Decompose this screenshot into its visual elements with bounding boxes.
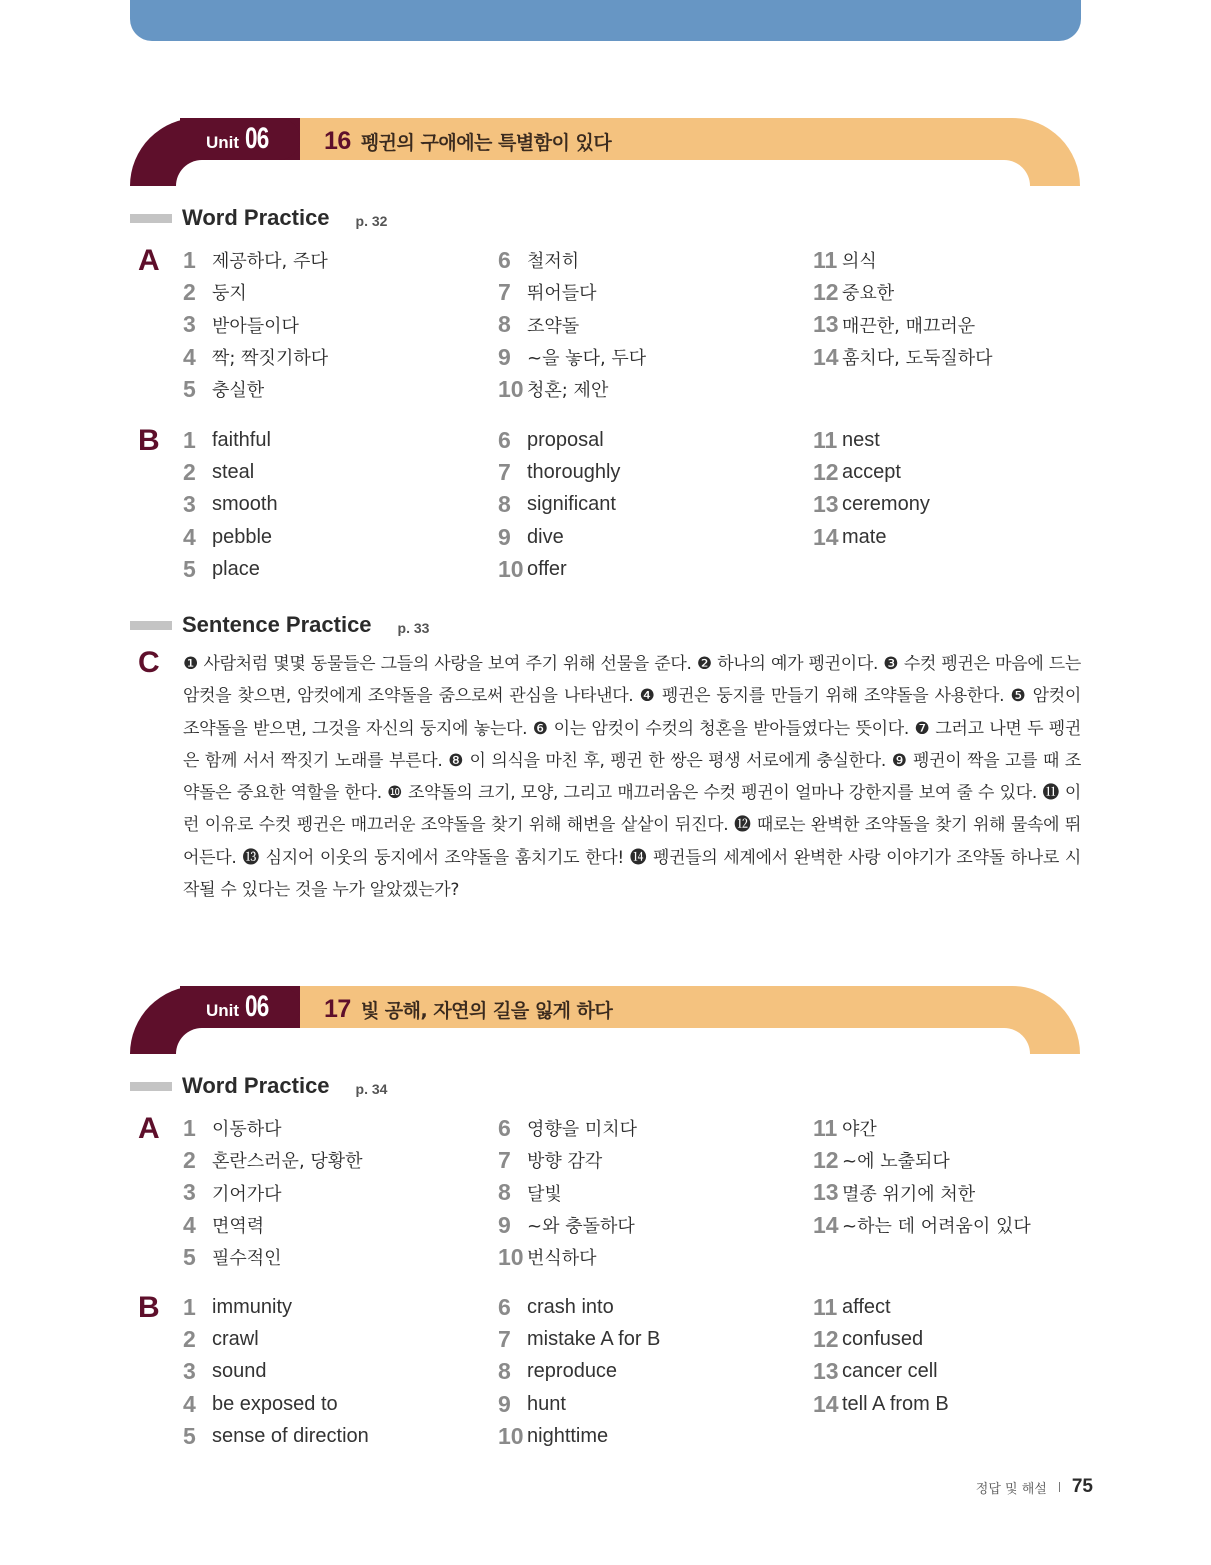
lesson-title: 16 펭귄의 구애에는 특별함이 있다 (324, 127, 612, 155)
item-number: 1 (183, 246, 196, 273)
answer-item (183, 341, 483, 373)
item-answer: 이동하다 (212, 1119, 282, 1141)
item-number: 3 (183, 311, 196, 338)
answer-item (813, 1356, 1113, 1388)
item-answer: 청혼; 제안 (527, 380, 609, 402)
footer-label: 정답 및 해설 (975, 1481, 1047, 1497)
answer-item (813, 309, 1113, 341)
page-footer (976, 1476, 1093, 1498)
item-answer: confused (842, 1327, 924, 1350)
item-answer: offer (527, 557, 567, 580)
item-number: 11 (813, 426, 838, 453)
answer-item (813, 424, 1113, 456)
item-number: 14 (813, 523, 839, 550)
item-number: 7 (498, 1325, 511, 1352)
item-answer: 받아들이다 (212, 315, 299, 337)
answer-item (813, 1323, 1113, 1355)
item-answer: 면역력 (212, 1216, 265, 1238)
item-number: 4 (183, 523, 196, 550)
answer-column-3 (813, 244, 1113, 373)
item-answer: 혼란스러운, 당황한 (212, 1151, 363, 1173)
answer-item (813, 341, 1113, 373)
answer-item (498, 1209, 798, 1241)
item-answer: immunity (212, 1295, 293, 1318)
item-answer: thoroughly (527, 460, 621, 483)
answer-item (183, 276, 483, 308)
word-practice-heading: Word Practice p. 32 (130, 203, 387, 233)
answer-item (183, 424, 483, 456)
answer-item (498, 489, 798, 521)
item-answer: 중요한 (842, 283, 895, 305)
item-number: 10 (498, 555, 524, 582)
item-answer: ceremony (842, 493, 930, 516)
answer-item (183, 1291, 483, 1323)
answer-item (498, 521, 798, 553)
answer-item (813, 489, 1113, 521)
item-number: 8 (498, 311, 511, 338)
item-answer: 짝; 짝짓기하다 (212, 348, 329, 370)
item-number: 9 (498, 523, 511, 550)
answer-item (183, 553, 483, 585)
item-answer: significant (527, 493, 616, 516)
answer-column-1 (183, 244, 483, 405)
footer-divider (1059, 1482, 1060, 1492)
item-number: 2 (183, 278, 196, 305)
item-answer: nighttime (527, 1424, 609, 1447)
item-answer: 필수적인 (212, 1248, 282, 1270)
answer-item (813, 1291, 1113, 1323)
section-letter-c: C (138, 646, 160, 679)
answer-item (813, 1144, 1113, 1176)
item-number: 9 (498, 1390, 511, 1417)
answer-item (183, 1144, 483, 1176)
unit-label: Unit 06 (206, 990, 269, 1023)
item-number: 6 (498, 1293, 511, 1320)
item-number: 6 (498, 426, 511, 453)
item-number: 1 (183, 426, 196, 453)
item-number: 6 (498, 1114, 511, 1141)
item-answer: reproduce (527, 1360, 618, 1383)
answer-item (498, 1356, 798, 1388)
answer-column-3 (813, 1291, 1113, 1420)
item-number: 4 (183, 1390, 196, 1417)
item-answer: nest (842, 428, 880, 451)
item-answer: crash into (527, 1295, 614, 1318)
item-answer: ~에 노출되다 (842, 1151, 950, 1173)
answer-item (498, 341, 798, 373)
item-answer: 철저히 (527, 251, 580, 273)
answer-column-2 (498, 424, 798, 585)
item-answer: cancer cell (842, 1360, 938, 1383)
answer-item (813, 1209, 1113, 1241)
item-answer: be exposed to (212, 1392, 338, 1415)
item-answer: tell A from B (842, 1392, 949, 1415)
answer-item (183, 1323, 483, 1355)
answer-item (183, 373, 483, 405)
item-number: 12 (813, 1325, 839, 1352)
answer-item (183, 1356, 483, 1388)
item-answer: dive (527, 525, 564, 548)
item-number: 1 (183, 1293, 196, 1320)
section-letter-b: B (138, 424, 160, 457)
answer-column-2 (498, 1291, 798, 1452)
item-answer: mistake A for B (527, 1327, 661, 1350)
item-number: 11 (813, 246, 838, 273)
item-answer: affect (842, 1295, 891, 1318)
answer-item (183, 521, 483, 553)
item-number: 3 (183, 1179, 196, 1206)
item-number: 7 (498, 458, 511, 485)
item-answer: smooth (212, 493, 278, 516)
answer-item (813, 244, 1113, 276)
item-answer: 영향을 미치다 (527, 1119, 638, 1141)
item-answer: 달빛 (527, 1183, 562, 1205)
answer-item (498, 424, 798, 456)
item-number: 10 (498, 1422, 524, 1449)
item-number: 14 (813, 343, 839, 370)
answer-column-3 (813, 424, 1113, 553)
sentence-practice-heading: Sentence Practice p. 33 (130, 610, 429, 640)
item-number: 7 (498, 1146, 511, 1173)
item-answer: ~하는 데 어려움이 있다 (842, 1216, 1031, 1238)
answer-item (183, 1177, 483, 1209)
item-number: 5 (183, 1243, 196, 1270)
item-answer: 번식하다 (527, 1248, 597, 1270)
item-answer: 둥지 (212, 283, 247, 305)
answer-item (813, 1177, 1113, 1209)
answer-item (813, 276, 1113, 308)
answer-item (498, 373, 798, 405)
item-number: 9 (498, 343, 511, 370)
answer-item (813, 521, 1113, 553)
section-letter-a: A (138, 244, 160, 277)
item-answer: pebble (212, 525, 273, 548)
item-number: 3 (183, 1358, 196, 1385)
item-number: 5 (183, 375, 196, 402)
item-number: 8 (498, 1179, 511, 1206)
item-number: 2 (183, 1325, 196, 1352)
item-number: 10 (498, 1243, 524, 1270)
item-answer: 조약돌 (527, 315, 580, 337)
answer-column-2 (498, 1112, 798, 1273)
item-number: 4 (183, 343, 196, 370)
answer-item (813, 1112, 1113, 1144)
item-answer: sound (212, 1360, 267, 1383)
item-number: 9 (498, 1211, 511, 1238)
translation-paragraph: ❶ 사람처럼 몇몇 동물들은 그들의 사랑을 보여 주기 위해 선물을 준다. ❷ 하나의 예가 펭귄이다. ❸ 수컷 펭귄은 마음에 드는 암컷을 찾으면, 암컷에게 조약돌을 줌으로써 관심을 나타낸다. ❹ 펭귄은 둥지를 만들기 위해 조약돌을 사용한다. ❺ 암컷이 조약돌을 받으면, 그것을 자신의 둥지에 놓는다. ❻ 이는 암컷이 수컷의 청혼을 받아들였다는 뜻이다. ❼ 그러고 나면 두 펭귄은 함께 서서 짝짓기 노래를 부른다. ❽ 이 의식을 마친 후, 펭귄 한 쌍은 평생 서로에게 충실한다. ❾ 펭귄이 짝을 고를 때 조약돌은 중요한 역할을 한다. ❿ 조약돌의 크기, 모양, 그리고 매끄러움은 수컷 펭귄이 얼마나 강한지를 보여 줄 수 있다. ⓫ 이런 이유로 수컷 펭귄은 매끄러운 조약돌을 찾기 위해 해변을 샅샅이 뒤진다. ⓬ 때로는 완벽한 조약돌을 찾기 위해 물속에 뛰어든다. ⓭ 심지어 이웃의 둥지에서 조약돌을 훔치기도 한다! ⓮ 펭귄들의 세계에서 완벽한 사랑 이야기가 조약돌 하나로 시작될 수 있다는 것을 누가 알았겠는가? (183, 654, 1081, 901)
item-number: 8 (498, 491, 511, 518)
answer-item (813, 456, 1113, 488)
item-number: 10 (498, 375, 524, 402)
answer-item (498, 553, 798, 585)
answer-column-2 (498, 244, 798, 405)
unit-label: Unit 06 (206, 122, 269, 155)
answer-item (498, 1241, 798, 1273)
item-answer: 멸종 위기에 처한 (842, 1183, 976, 1205)
item-number: 2 (183, 458, 196, 485)
answer-item (498, 1112, 798, 1144)
section-letter-a: A (138, 1112, 160, 1145)
item-answer: 방향 감각 (527, 1151, 603, 1173)
item-answer: sense of direction (212, 1424, 369, 1447)
item-answer: 매끈한, 매끄러운 (842, 315, 976, 337)
answer-item (498, 276, 798, 308)
answer-column-1 (183, 1291, 483, 1452)
item-number: 13 (813, 1358, 839, 1385)
answer-item (183, 456, 483, 488)
answer-item (813, 1388, 1113, 1420)
item-number: 6 (498, 246, 511, 273)
item-number: 13 (813, 491, 839, 518)
item-answer: faithful (212, 428, 271, 451)
item-number: 1 (183, 1114, 196, 1141)
answer-item (183, 1420, 483, 1452)
section-letter-b: B (138, 1291, 160, 1324)
answer-item (498, 1420, 798, 1452)
item-number: 5 (183, 555, 196, 582)
item-number: 13 (813, 311, 839, 338)
item-answer: proposal (527, 428, 604, 451)
answer-item (183, 309, 483, 341)
item-number: 5 (183, 1422, 196, 1449)
top-color-band (130, 0, 1081, 41)
item-answer: 충실한 (212, 380, 265, 402)
item-number: 12 (813, 458, 839, 485)
item-answer: ~을 놓다, 두다 (527, 348, 647, 370)
item-number: 2 (183, 1146, 196, 1173)
unit-header-17 (130, 986, 1080, 1054)
answer-item (498, 309, 798, 341)
item-number: 13 (813, 1179, 839, 1206)
answer-item (498, 1177, 798, 1209)
item-answer: 기어가다 (212, 1183, 282, 1205)
item-answer: ~와 충돌하다 (527, 1216, 635, 1238)
item-answer: steal (212, 460, 255, 483)
item-answer: hunt (527, 1392, 566, 1415)
answer-item (183, 1388, 483, 1420)
page-number: 75 (1071, 1476, 1093, 1497)
item-number: 14 (813, 1211, 839, 1238)
item-answer: accept (842, 460, 901, 483)
answer-item (498, 1291, 798, 1323)
item-number: 7 (498, 278, 511, 305)
answer-item (498, 456, 798, 488)
answer-item (183, 1112, 483, 1144)
answer-item (183, 1209, 483, 1241)
item-answer: 제공하다, 주다 (212, 251, 328, 273)
answer-item (183, 244, 483, 276)
item-answer: 훔치다, 도둑질하다 (842, 348, 993, 370)
item-number: 11 (813, 1114, 838, 1141)
answer-item (498, 1323, 798, 1355)
item-number: 8 (498, 1358, 511, 1385)
item-number: 12 (813, 1146, 839, 1173)
item-number: 14 (813, 1390, 839, 1417)
answer-column-1 (183, 1112, 483, 1273)
answer-column-1 (183, 424, 483, 585)
answer-item (183, 489, 483, 521)
item-number: 3 (183, 491, 196, 518)
item-answer: 뛰어들다 (527, 283, 597, 305)
lesson-title: 17 빛 공해, 자연의 길을 잃게 하다 (324, 995, 613, 1023)
answer-column-3 (813, 1112, 1113, 1241)
item-number: 4 (183, 1211, 196, 1238)
answer-item (498, 244, 798, 276)
item-answer: crawl (212, 1327, 259, 1350)
word-practice-heading: Word Practice p. 34 (130, 1071, 387, 1101)
item-number: 12 (813, 278, 839, 305)
answer-item (498, 1144, 798, 1176)
item-number: 11 (813, 1293, 838, 1320)
answer-item (183, 1241, 483, 1273)
item-answer: 야간 (842, 1119, 877, 1141)
unit-header-16 (130, 118, 1080, 186)
item-answer: 의식 (842, 251, 877, 273)
answer-item (498, 1388, 798, 1420)
item-answer: mate (842, 525, 887, 548)
item-answer: place (212, 557, 260, 580)
